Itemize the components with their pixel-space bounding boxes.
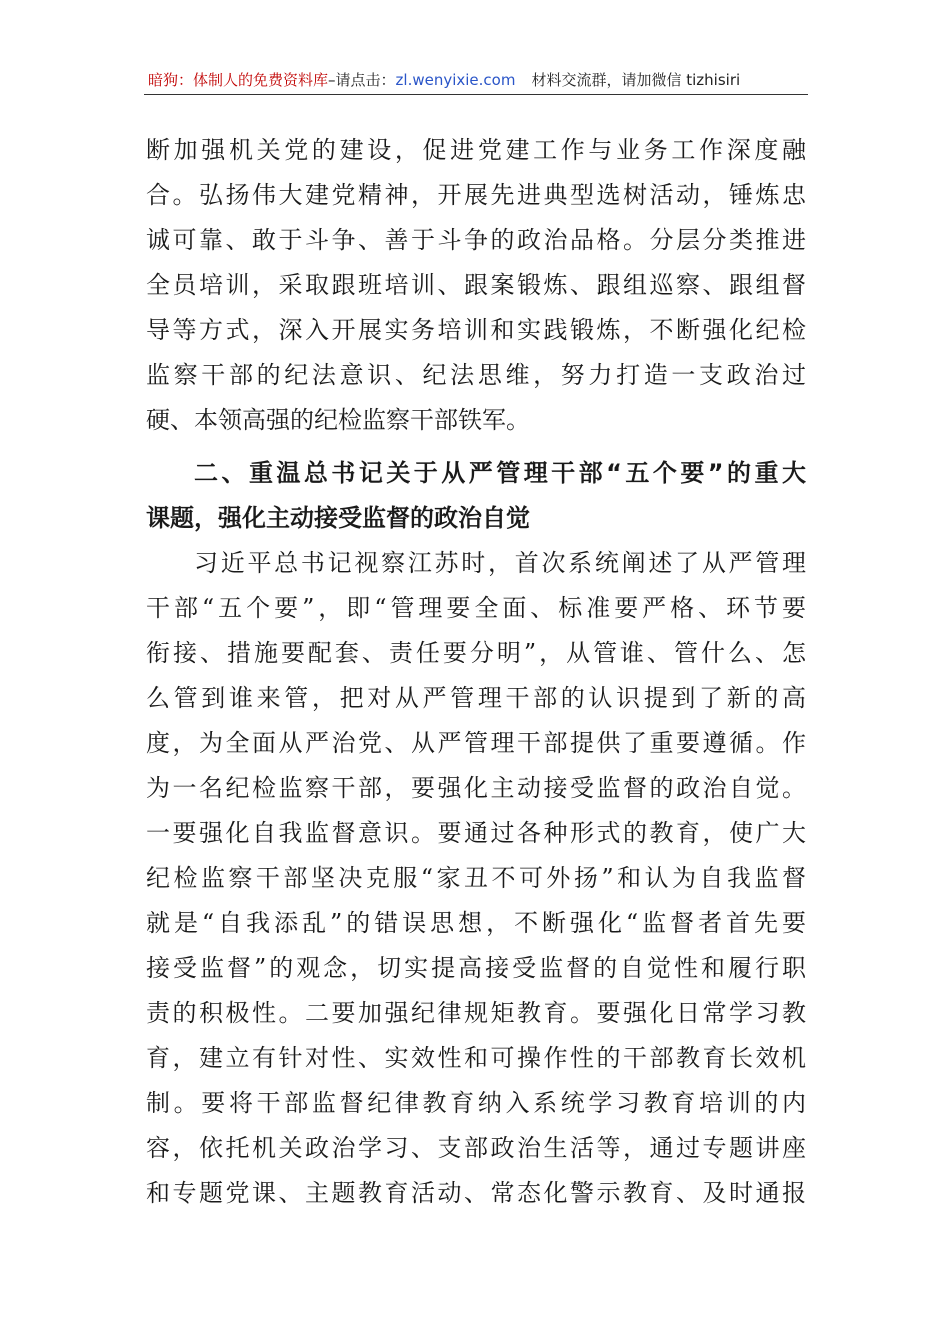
text-line: 合。弘扬伟大建党精神，开展先进典型选树活动，锤炼忠 [146, 181, 806, 209]
text-line: 度，为全面从严治党、从严管理干部提供了重要遵循。作 [146, 729, 806, 757]
text-line: 就是“自我添乱”的错误思想，不断强化“监督者首先要 [146, 909, 806, 937]
text-line: 全员培训，采取跟班培训、跟案锻炼、跟组巡察、跟组督 [146, 271, 806, 299]
heading-line: 二、重温总书记关于从严管理干部“五个要”的重大 [194, 459, 806, 487]
text-line: 导等方式，深入开展实务培训和实践锻炼，不断强化纪检 [146, 316, 806, 344]
document-body [146, 128, 806, 1216]
section-heading [146, 451, 806, 541]
site-name: 暗狗：体制人的免费资料库 [148, 71, 329, 89]
paragraph [146, 541, 806, 1216]
header-divider [144, 94, 808, 95]
text-line: 断加强机关党的建设，促进党建工作与业务工作深度融 [146, 136, 806, 164]
click-prompt: –请点击： [328, 71, 396, 89]
group-info: 材料交流群，请加微信 tizhisiri [531, 71, 741, 89]
text-line: 监察干部的纪法意识、纪法思维，努力打造一支政治过 [146, 361, 806, 389]
paragraph-continued [146, 128, 806, 443]
text-line: 么管到谁来管，把对从严管理干部的认识提到了新的高 [146, 684, 806, 712]
text-line: 衔接、措施要配套、责任要分明”，从管谁、管什么、怎 [146, 639, 806, 667]
text-line: 育，建立有针对性、实效性和可操作性的干部教育长效机 [146, 1044, 806, 1072]
text-line: 硬、本领高强的纪检监察干部铁军。 [146, 406, 530, 434]
text-line: 制。要将干部监督纪律教育纳入系统学习教育培训的内 [146, 1089, 806, 1117]
text-line: 习近平总书记视察江苏时，首次系统阐述了从严管理 [194, 549, 806, 577]
text-line: 一要强化自我监督意识。要通过各种形式的教育，使广大 [146, 819, 806, 847]
text-line: 纪检监察干部坚决克服“家丑不可外扬”和认为自我监督 [146, 864, 806, 892]
text-line: 和专题党课、主题教育活动、常态化警示教育、及时通报 [146, 1179, 806, 1207]
heading-line: 课题，强化主动接受监督的政治自觉 [146, 504, 530, 532]
text-line: 责的积极性。二要加强纪律规矩教育。要强化日常学习教 [146, 999, 806, 1027]
text-line: 为一名纪检监察干部，要强化主动接受监督的政治自觉。 [146, 774, 806, 802]
text-line: 干部“五个要”，即“管理要全面、标准要严格、环节要 [146, 594, 806, 622]
text-line: 诚可靠、敢于斗争、善于斗争的政治品格。分层分类推进 [146, 226, 806, 254]
text-line: 容，依托机关政治学习、支部政治生活等，通过专题讲座 [146, 1134, 806, 1162]
text-line: 接受监督”的观念，切实提高接受监督的自觉性和履行职 [146, 954, 806, 982]
site-url-link[interactable]: zl.wenyixie.com [395, 71, 516, 89]
page-header [148, 66, 808, 94]
